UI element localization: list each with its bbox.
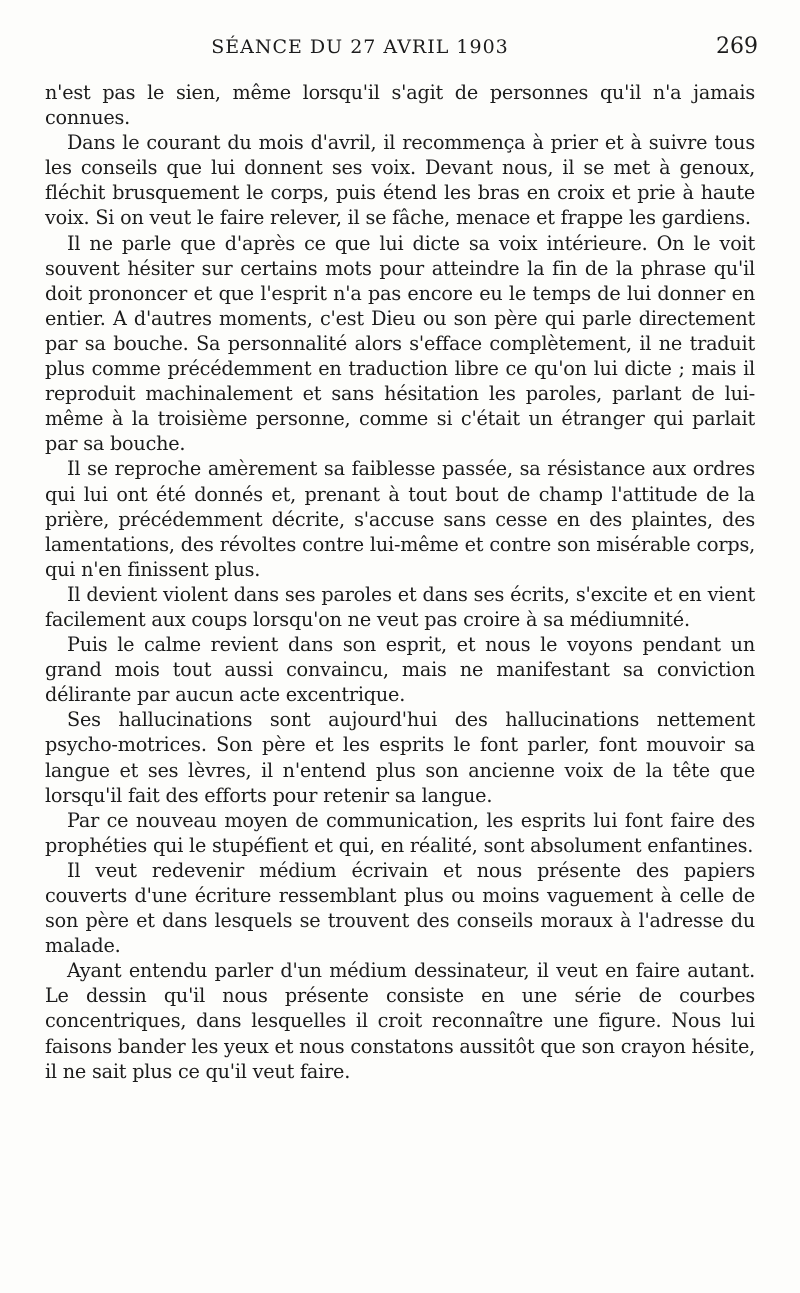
body-text [45,80,755,1084]
paragraph-4: Il se reproche amèrement sa faiblesse passée, sa résistance aux ordres qui lui ont été donnés et, prenant à tout bout de champ l'attitude de la prière, précédemment décrite, s'accuse sans cesse en des plaintes, des lamentations, des révoltes contre lui-même et contre son misérable corps, qui n'en finissent plus. [45,457,755,581]
running-head-title: SÉANCE DU 27 AVRIL 1903 [211,36,509,58]
page-number: 269 [716,34,758,59]
paragraph-8: Par ce nouveau moyen de communication, les esprits lui font faire des prophéties qui le stupéfient et qui, en réalité, sont absolument enfantines. [45,808,755,857]
paragraph-9: Il veut redevenir médium écrivain et nous présente des papiers couverts d'une écriture ressemblant plus ou moins vaguement à celle de son père et dans lesquels se trouvent des conseils moraux à l'adresse du malade. [45,858,755,958]
paragraph-1: n'est pas le sien, même lorsqu'il s'agit de personnes qu'il n'a jamais connues. [45,81,755,130]
paragraph-5: Il devient violent dans ses paroles et dans ses écrits, s'excite et en vient facilement aux coups lorsqu'on ne veut pas croire à sa médiumnité. [45,582,755,631]
paragraph-6: Puis le calme revient dans son esprit, et nous le voyons pendant un grand mois tout aussi convaincu, mais ne manifestant sa conviction délirante par aucun acte excentrique. [45,633,755,707]
paragraph-2: Dans le courant du mois d'avril, il recommença à prier et à suivre tous les conseils que lui donnent ses voix. Devant nous, il se met à genoux, fléchit brusquement le corps, puis étend les bras en croix et prie à haute voix. Si on veut le faire relever, il se fâche, menace et frappe les gardiens. [45,131,755,230]
paragraph-3: Il ne parle que d'après ce que lui dicte sa voix intérieure. On le voit souvent hésiter sur certains mots pour atteindre la fin de la phrase qu'il doit prononcer et que l'esprit n'a pas encore eu le temps de lui donner en entier. A d'autres moments, c'est Dieu ou son père qui parle directement par sa bouche. Sa personnalité alors s'efface complètement, il ne traduit plus comme précédemment en traduction libre ce qu'on lui dicte ; mais il reproduit machinalement et sans hésitation les paroles, parlant de lui-même à la troisième personne, comme si c'était un étranger qui parlait par sa bouche. [45,231,755,456]
paragraph-10: Ayant entendu parler d'un médium dessinateur, il veut en faire autant. Le dessin qu'il nous présente consiste en une série de courbes concentriques, dans lesquelles il croit reconnaître une figure. Nous lui faisons bander les yeux et nous constatons aussitôt que son crayon hésite, il ne sait plus ce qu'il veut faire. [45,959,755,1083]
paragraph-7: Ses hallucinations sont aujourd'hui des hallucinations nettement psycho-motrices. Son père et les esprits le font parler, font mouvoir sa langue et ses lèvres, il n'entend plus son ancienne voix de la tête que lorsqu'il fait des efforts pour retenir sa langue. [45,708,755,807]
running-head [48,34,758,64]
